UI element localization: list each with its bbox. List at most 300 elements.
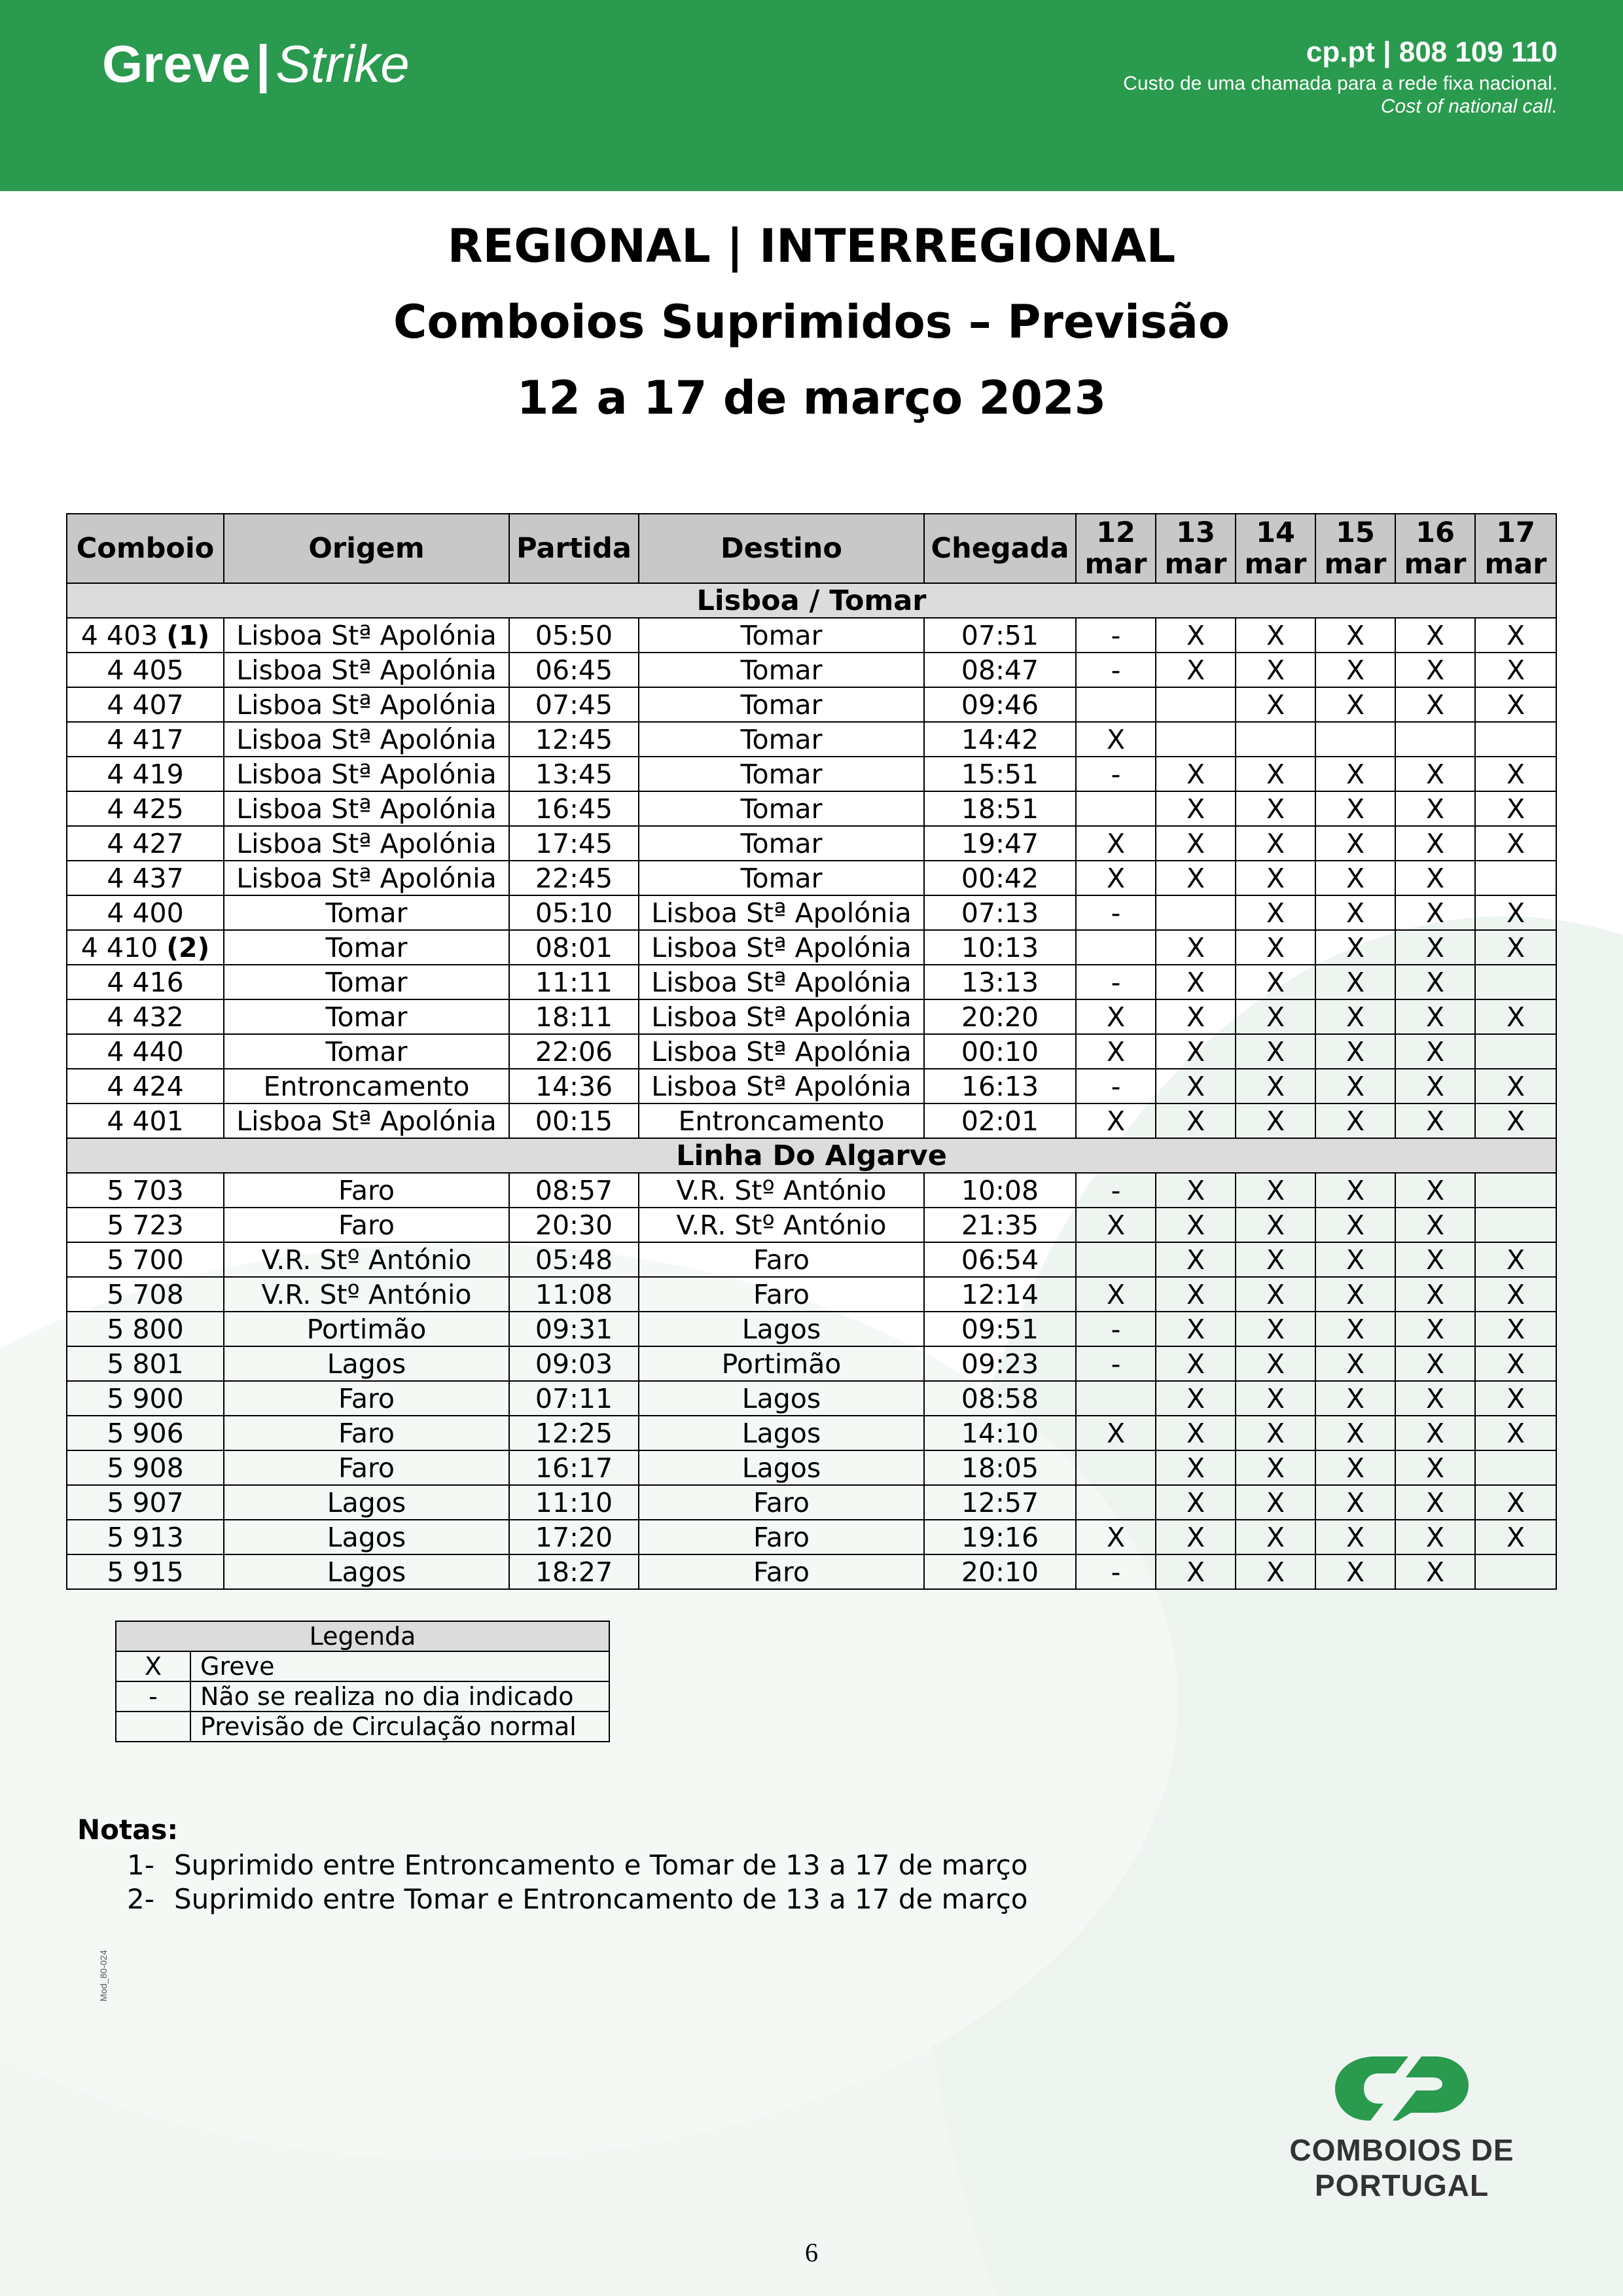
- table-row: [67, 1312, 1556, 1346]
- day-status-cell: X: [1395, 1208, 1475, 1242]
- train-number: 5 708: [107, 1278, 184, 1310]
- day-status-cell: X: [1156, 1520, 1236, 1554]
- table-row: [67, 965, 1556, 999]
- legend-title: Legenda: [116, 1621, 609, 1651]
- cp-logo: [1234, 2053, 1569, 2203]
- departure-cell: 11:10: [509, 1485, 639, 1520]
- day-status-cell: X: [1156, 1346, 1236, 1381]
- day-status-cell: X: [1236, 1520, 1315, 1554]
- day-status-cell: X: [1076, 999, 1156, 1034]
- destination-cell: Lagos: [639, 1381, 924, 1416]
- table-row: [67, 930, 1556, 965]
- arrival-cell: 15:51: [924, 757, 1076, 791]
- day-status-cell: X: [1315, 895, 1395, 930]
- arrival-cell: 09:51: [924, 1312, 1076, 1346]
- arrival-cell: 13:13: [924, 965, 1076, 999]
- destination-cell: Lagos: [639, 1312, 924, 1346]
- departure-cell: 05:48: [509, 1242, 639, 1277]
- day-status-cell: X: [1475, 1520, 1556, 1554]
- table-row: [67, 1277, 1556, 1312]
- origin-cell: Tomar: [224, 965, 509, 999]
- form-reference: Mod_80-024: [98, 1950, 109, 2001]
- table-row: [67, 1242, 1556, 1277]
- day-status-cell: X: [1156, 618, 1236, 653]
- departure-cell: 16:17: [509, 1450, 639, 1485]
- day-status-cell: X: [1395, 1416, 1475, 1450]
- destination-cell: Faro: [639, 1242, 924, 1277]
- origin-cell: Lisboa Stª Apolónia: [224, 826, 509, 861]
- brand-logo: [102, 34, 410, 94]
- departure-cell: 06:45: [509, 653, 639, 687]
- day-status-cell: X: [1315, 1103, 1395, 1138]
- departure-cell: 00:15: [509, 1103, 639, 1138]
- section-title: Linha Do Algarve: [67, 1138, 1556, 1173]
- day-status-cell: -: [1076, 757, 1156, 791]
- table-row: [67, 1034, 1556, 1069]
- train-note-ref: (2): [166, 931, 210, 963]
- day-status-cell: X: [1156, 1277, 1236, 1312]
- day-status-cell: X: [1236, 930, 1315, 965]
- note-number: 2-: [127, 1883, 154, 1915]
- day-status-cell: X: [1236, 965, 1315, 999]
- legend-symbol: X: [116, 1651, 190, 1681]
- departure-cell: 07:45: [509, 687, 639, 722]
- day-status-cell: -: [1076, 618, 1156, 653]
- day-status-cell: X: [1475, 895, 1556, 930]
- table-row: [67, 687, 1556, 722]
- day-status-cell: [1076, 1450, 1156, 1485]
- day-status-cell: X: [1236, 791, 1315, 826]
- day-status-cell: X: [1315, 1208, 1395, 1242]
- train-number: 5 900: [107, 1382, 184, 1414]
- day-status-cell: X: [1236, 1381, 1315, 1416]
- arrival-cell: 10:13: [924, 930, 1076, 965]
- day-status-cell: X: [1475, 618, 1556, 653]
- arrival-cell: 09:46: [924, 687, 1076, 722]
- day-status-cell: X: [1475, 653, 1556, 687]
- section-header-row: [67, 583, 1556, 618]
- train-number: 5 703: [107, 1174, 184, 1206]
- title-line-1: REGIONAL | INTERREGIONAL: [447, 219, 1176, 273]
- origin-cell: Tomar: [224, 1034, 509, 1069]
- departure-cell: 08:01: [509, 930, 639, 965]
- train-number: 5 801: [107, 1348, 184, 1380]
- day-status-cell: X: [1236, 1242, 1315, 1277]
- arrival-cell: 20:20: [924, 999, 1076, 1034]
- day-status-cell: X: [1236, 1554, 1315, 1589]
- day-status-cell: X: [1475, 757, 1556, 791]
- destination-cell: Tomar: [639, 826, 924, 861]
- arrival-cell: 19:47: [924, 826, 1076, 861]
- departure-cell: 18:27: [509, 1554, 639, 1589]
- day-status-cell: X: [1395, 653, 1475, 687]
- day-status-cell: -: [1076, 1069, 1156, 1103]
- table-row: [67, 861, 1556, 895]
- day-status-cell: X: [1156, 965, 1236, 999]
- day-status-cell: X: [1156, 653, 1236, 687]
- day-status-cell: X: [1076, 861, 1156, 895]
- day-status-cell: X: [1076, 1208, 1156, 1242]
- day-status-cell: -: [1076, 653, 1156, 687]
- arrival-cell: 18:51: [924, 791, 1076, 826]
- brand-secondary: Strike: [276, 35, 410, 93]
- arrival-cell: 00:42: [924, 861, 1076, 895]
- day-status-cell: X: [1475, 930, 1556, 965]
- departure-cell: 14:36: [509, 1069, 639, 1103]
- destination-cell: Tomar: [639, 791, 924, 826]
- day-status-cell: X: [1236, 1208, 1315, 1242]
- day-status-cell: [1156, 687, 1236, 722]
- table-row: [67, 1520, 1556, 1554]
- day-status-cell: X: [1156, 1034, 1236, 1069]
- origin-cell: Lisboa Stª Apolónia: [224, 618, 509, 653]
- destination-cell: Faro: [639, 1554, 924, 1589]
- day-status-cell: X: [1156, 1450, 1236, 1485]
- arrival-cell: 18:05: [924, 1450, 1076, 1485]
- table-row: [67, 618, 1556, 653]
- day-status-cell: X: [1236, 1069, 1315, 1103]
- day-status-cell: X: [1315, 1242, 1395, 1277]
- day-status-cell: X: [1475, 1103, 1556, 1138]
- schedule-body: [67, 583, 1556, 1589]
- arrival-cell: 10:08: [924, 1173, 1076, 1208]
- day-status-cell: X: [1395, 791, 1475, 826]
- day-status-cell: X: [1315, 930, 1395, 965]
- day-status-cell: X: [1315, 1069, 1395, 1103]
- train-number-cell: [67, 999, 224, 1034]
- day-status-cell: X: [1156, 791, 1236, 826]
- table-row: [67, 1381, 1556, 1416]
- day-status-cell: [1475, 722, 1556, 757]
- day-status-cell: X: [1236, 826, 1315, 861]
- destination-cell: Tomar: [639, 687, 924, 722]
- train-number: 5 800: [107, 1313, 184, 1345]
- destination-cell: Tomar: [639, 653, 924, 687]
- origin-cell: Portimão: [224, 1312, 509, 1346]
- departure-cell: 12:25: [509, 1416, 639, 1450]
- train-number-cell: [67, 895, 224, 930]
- train-number-cell: [67, 1554, 224, 1589]
- day-status-cell: X: [1236, 999, 1315, 1034]
- origin-cell: Faro: [224, 1450, 509, 1485]
- train-number-cell: [67, 1277, 224, 1312]
- train-number-cell: [67, 1069, 224, 1103]
- train-number-cell: [67, 1381, 224, 1416]
- header-banner: [0, 0, 1623, 191]
- destination-cell: Lisboa Stª Apolónia: [639, 999, 924, 1034]
- legend-row: [116, 1681, 609, 1712]
- schedule-table: [66, 513, 1557, 1590]
- train-number: 5 906: [107, 1417, 184, 1449]
- destination-cell: V.R. Stº António: [639, 1208, 924, 1242]
- table-row: [67, 895, 1556, 930]
- train-number: 4 407: [107, 689, 184, 721]
- day-status-cell: [1475, 1034, 1556, 1069]
- train-number-cell: [67, 826, 224, 861]
- table-row: [67, 1450, 1556, 1485]
- title-line-2: Comboios Suprimidos – Previsão: [393, 295, 1230, 349]
- departure-cell: 11:11: [509, 965, 639, 999]
- destination-cell: Tomar: [639, 757, 924, 791]
- day-status-cell: X: [1236, 618, 1315, 653]
- table-row: [67, 826, 1556, 861]
- departure-cell: 17:45: [509, 826, 639, 861]
- origin-cell: Faro: [224, 1173, 509, 1208]
- day-status-cell: X: [1156, 1103, 1236, 1138]
- origin-cell: Faro: [224, 1208, 509, 1242]
- header-day: 13 mar: [1156, 514, 1236, 583]
- day-status-cell: X: [1395, 1034, 1475, 1069]
- day-status-cell: X: [1156, 930, 1236, 965]
- day-status-cell: X: [1236, 861, 1315, 895]
- origin-cell: Lagos: [224, 1485, 509, 1520]
- table-row: [67, 722, 1556, 757]
- day-status-cell: X: [1315, 653, 1395, 687]
- cp-logo-text: COMBOIOS DE PORTUGAL: [1289, 2133, 1514, 2202]
- day-status-cell: X: [1236, 1346, 1315, 1381]
- destination-cell: Lagos: [639, 1450, 924, 1485]
- day-status-cell: X: [1315, 861, 1395, 895]
- train-number: 4 401: [107, 1105, 184, 1137]
- day-status-cell: [1156, 722, 1236, 757]
- arrival-cell: 00:10: [924, 1034, 1076, 1069]
- day-status-cell: [1475, 1554, 1556, 1589]
- day-status-cell: [1076, 930, 1156, 965]
- day-status-cell: X: [1236, 1277, 1315, 1312]
- header-day: 17 mar: [1475, 514, 1556, 583]
- departure-cell: 12:45: [509, 722, 639, 757]
- note-text: Suprimido entre Tomar e Entroncamento de 13 a 17 de março: [174, 1883, 1028, 1915]
- document-titles: [0, 208, 1623, 436]
- section-title: Lisboa / Tomar: [67, 583, 1556, 618]
- arrival-cell: 14:42: [924, 722, 1076, 757]
- destination-cell: Faro: [639, 1277, 924, 1312]
- day-status-cell: X: [1475, 1346, 1556, 1381]
- day-status-cell: -: [1076, 1554, 1156, 1589]
- day-status-cell: X: [1076, 826, 1156, 861]
- train-number-cell: [67, 618, 224, 653]
- train-number: 5 913: [107, 1521, 184, 1553]
- train-number: 5 723: [107, 1209, 184, 1241]
- arrival-cell: 14:10: [924, 1416, 1076, 1450]
- train-number-cell: [67, 1208, 224, 1242]
- day-status-cell: X: [1475, 1381, 1556, 1416]
- table-row: [67, 1103, 1556, 1138]
- origin-cell: V.R. Stº António: [224, 1277, 509, 1312]
- table-row: [67, 999, 1556, 1034]
- notes-title: Notas:: [77, 1814, 179, 1846]
- train-number-cell: [67, 722, 224, 757]
- train-number: 4 419: [107, 758, 184, 790]
- day-status-cell: X: [1315, 999, 1395, 1034]
- departure-cell: 08:57: [509, 1173, 639, 1208]
- day-status-cell: X: [1315, 1346, 1395, 1381]
- origin-cell: Lagos: [224, 1520, 509, 1554]
- day-status-cell: X: [1475, 826, 1556, 861]
- day-status-cell: [1475, 1208, 1556, 1242]
- header-chegada: Chegada: [924, 514, 1076, 583]
- train-number: 4 437: [107, 862, 184, 894]
- day-status-cell: X: [1395, 618, 1475, 653]
- destination-cell: Lisboa Stª Apolónia: [639, 1069, 924, 1103]
- destination-cell: Lagos: [639, 1416, 924, 1450]
- departure-cell: 18:11: [509, 999, 639, 1034]
- day-status-cell: X: [1395, 999, 1475, 1034]
- day-status-cell: X: [1236, 1450, 1315, 1485]
- origin-cell: Lisboa Stª Apolónia: [224, 687, 509, 722]
- table-row: [67, 1485, 1556, 1520]
- day-status-cell: X: [1395, 861, 1475, 895]
- table-row: [67, 1208, 1556, 1242]
- arrival-cell: 07:13: [924, 895, 1076, 930]
- day-status-cell: X: [1156, 757, 1236, 791]
- contact-note-en: Cost of national call.: [1380, 96, 1558, 117]
- arrival-cell: 08:58: [924, 1381, 1076, 1416]
- train-number-cell: [67, 1520, 224, 1554]
- day-status-cell: [1076, 1485, 1156, 1520]
- train-number: 5 907: [107, 1486, 184, 1518]
- day-status-cell: X: [1395, 757, 1475, 791]
- legend-symbol: [116, 1712, 190, 1742]
- destination-cell: Tomar: [639, 722, 924, 757]
- arrival-cell: 19:16: [924, 1520, 1076, 1554]
- train-number: 5 915: [107, 1556, 184, 1588]
- departure-cell: 13:45: [509, 757, 639, 791]
- legend-text: Não se realiza no dia indicado: [190, 1681, 609, 1712]
- day-status-cell: [1076, 687, 1156, 722]
- day-status-cell: X: [1475, 1485, 1556, 1520]
- note-number: 1-: [127, 1849, 154, 1881]
- note-item: [77, 1882, 1027, 1916]
- notes-section: [77, 1812, 1027, 1916]
- day-status-cell: X: [1156, 1485, 1236, 1520]
- day-status-cell: [1395, 722, 1475, 757]
- day-status-cell: X: [1236, 1416, 1315, 1450]
- day-status-cell: X: [1395, 1381, 1475, 1416]
- day-status-cell: [1236, 722, 1315, 757]
- departure-cell: 09:31: [509, 1312, 639, 1346]
- origin-cell: Tomar: [224, 930, 509, 965]
- train-number: 4 405: [107, 654, 184, 686]
- train-number-cell: [67, 1346, 224, 1381]
- day-status-cell: X: [1475, 1277, 1556, 1312]
- day-status-cell: X: [1315, 1277, 1395, 1312]
- day-status-cell: X: [1156, 1312, 1236, 1346]
- arrival-cell: 16:13: [924, 1069, 1076, 1103]
- departure-cell: 16:45: [509, 791, 639, 826]
- day-status-cell: X: [1395, 1242, 1475, 1277]
- train-number-cell: [67, 757, 224, 791]
- cp-logo-icon: [1330, 2053, 1474, 2125]
- day-status-cell: X: [1236, 895, 1315, 930]
- day-status-cell: X: [1315, 1416, 1395, 1450]
- arrival-cell: 08:47: [924, 653, 1076, 687]
- train-number-cell: [67, 1103, 224, 1138]
- table-row: [67, 1069, 1556, 1103]
- day-status-cell: X: [1076, 1034, 1156, 1069]
- day-status-cell: [1076, 791, 1156, 826]
- day-status-cell: X: [1315, 965, 1395, 999]
- day-status-cell: X: [1156, 826, 1236, 861]
- day-status-cell: [1475, 1173, 1556, 1208]
- day-status-cell: X: [1475, 1416, 1556, 1450]
- day-status-cell: X: [1076, 1520, 1156, 1554]
- origin-cell: Lisboa Stª Apolónia: [224, 791, 509, 826]
- legend-text: Previsão de Circulação normal: [190, 1712, 609, 1742]
- arrival-cell: 20:10: [924, 1554, 1076, 1589]
- day-status-cell: X: [1395, 1346, 1475, 1381]
- destination-cell: Lisboa Stª Apolónia: [639, 965, 924, 999]
- train-note-ref: (1): [166, 619, 210, 651]
- day-status-cell: X: [1236, 757, 1315, 791]
- header-partida: Partida: [509, 514, 639, 583]
- contact-phone[interactable]: cp.pt | 808 109 110: [1306, 36, 1558, 68]
- arrival-cell: 07:51: [924, 618, 1076, 653]
- day-status-cell: X: [1236, 1034, 1315, 1069]
- day-status-cell: X: [1156, 1208, 1236, 1242]
- train-number-cell: [67, 1242, 224, 1277]
- arrival-cell: 09:23: [924, 1346, 1076, 1381]
- day-status-cell: X: [1395, 1069, 1475, 1103]
- day-status-cell: X: [1475, 1069, 1556, 1103]
- departure-cell: 09:03: [509, 1346, 639, 1381]
- day-status-cell: X: [1475, 1312, 1556, 1346]
- day-status-cell: X: [1395, 1312, 1475, 1346]
- origin-cell: Tomar: [224, 999, 509, 1034]
- header-destino: Destino: [639, 514, 924, 583]
- day-status-cell: X: [1395, 687, 1475, 722]
- origin-cell: Lagos: [224, 1554, 509, 1589]
- day-status-cell: X: [1395, 1520, 1475, 1554]
- train-number: 4 440: [107, 1035, 184, 1067]
- day-status-cell: X: [1315, 1520, 1395, 1554]
- brand-primary: Greve: [102, 35, 251, 93]
- train-number: 4 432: [107, 1001, 184, 1033]
- table-row: [67, 1554, 1556, 1589]
- day-status-cell: X: [1236, 1312, 1315, 1346]
- day-status-cell: X: [1156, 861, 1236, 895]
- day-status-cell: -: [1076, 895, 1156, 930]
- origin-cell: Lisboa Stª Apolónia: [224, 757, 509, 791]
- brand-separator: |: [255, 35, 271, 93]
- day-status-cell: X: [1315, 1485, 1395, 1520]
- train-number-cell: [67, 1450, 224, 1485]
- day-status-cell: -: [1076, 1173, 1156, 1208]
- departure-cell: 05:10: [509, 895, 639, 930]
- train-number-cell: [67, 1034, 224, 1069]
- destination-cell: Tomar: [639, 618, 924, 653]
- train-number: 5 908: [107, 1452, 184, 1484]
- legend-table: [115, 1621, 610, 1742]
- departure-cell: 05:50: [509, 618, 639, 653]
- arrival-cell: 12:57: [924, 1485, 1076, 1520]
- train-number: 4 400: [107, 897, 184, 929]
- day-status-cell: X: [1315, 826, 1395, 861]
- day-status-cell: -: [1076, 1346, 1156, 1381]
- legend-symbol: -: [116, 1681, 190, 1712]
- day-status-cell: [1076, 1242, 1156, 1277]
- departure-cell: 22:45: [509, 861, 639, 895]
- train-number-cell: [67, 861, 224, 895]
- day-status-cell: X: [1156, 1173, 1236, 1208]
- day-status-cell: X: [1475, 1242, 1556, 1277]
- arrival-cell: 06:54: [924, 1242, 1076, 1277]
- day-status-cell: X: [1236, 1173, 1315, 1208]
- train-number-cell: [67, 1173, 224, 1208]
- day-status-cell: [1315, 722, 1395, 757]
- title-line-3: 12 a 17 de março 2023: [516, 371, 1107, 425]
- table-row: [67, 791, 1556, 826]
